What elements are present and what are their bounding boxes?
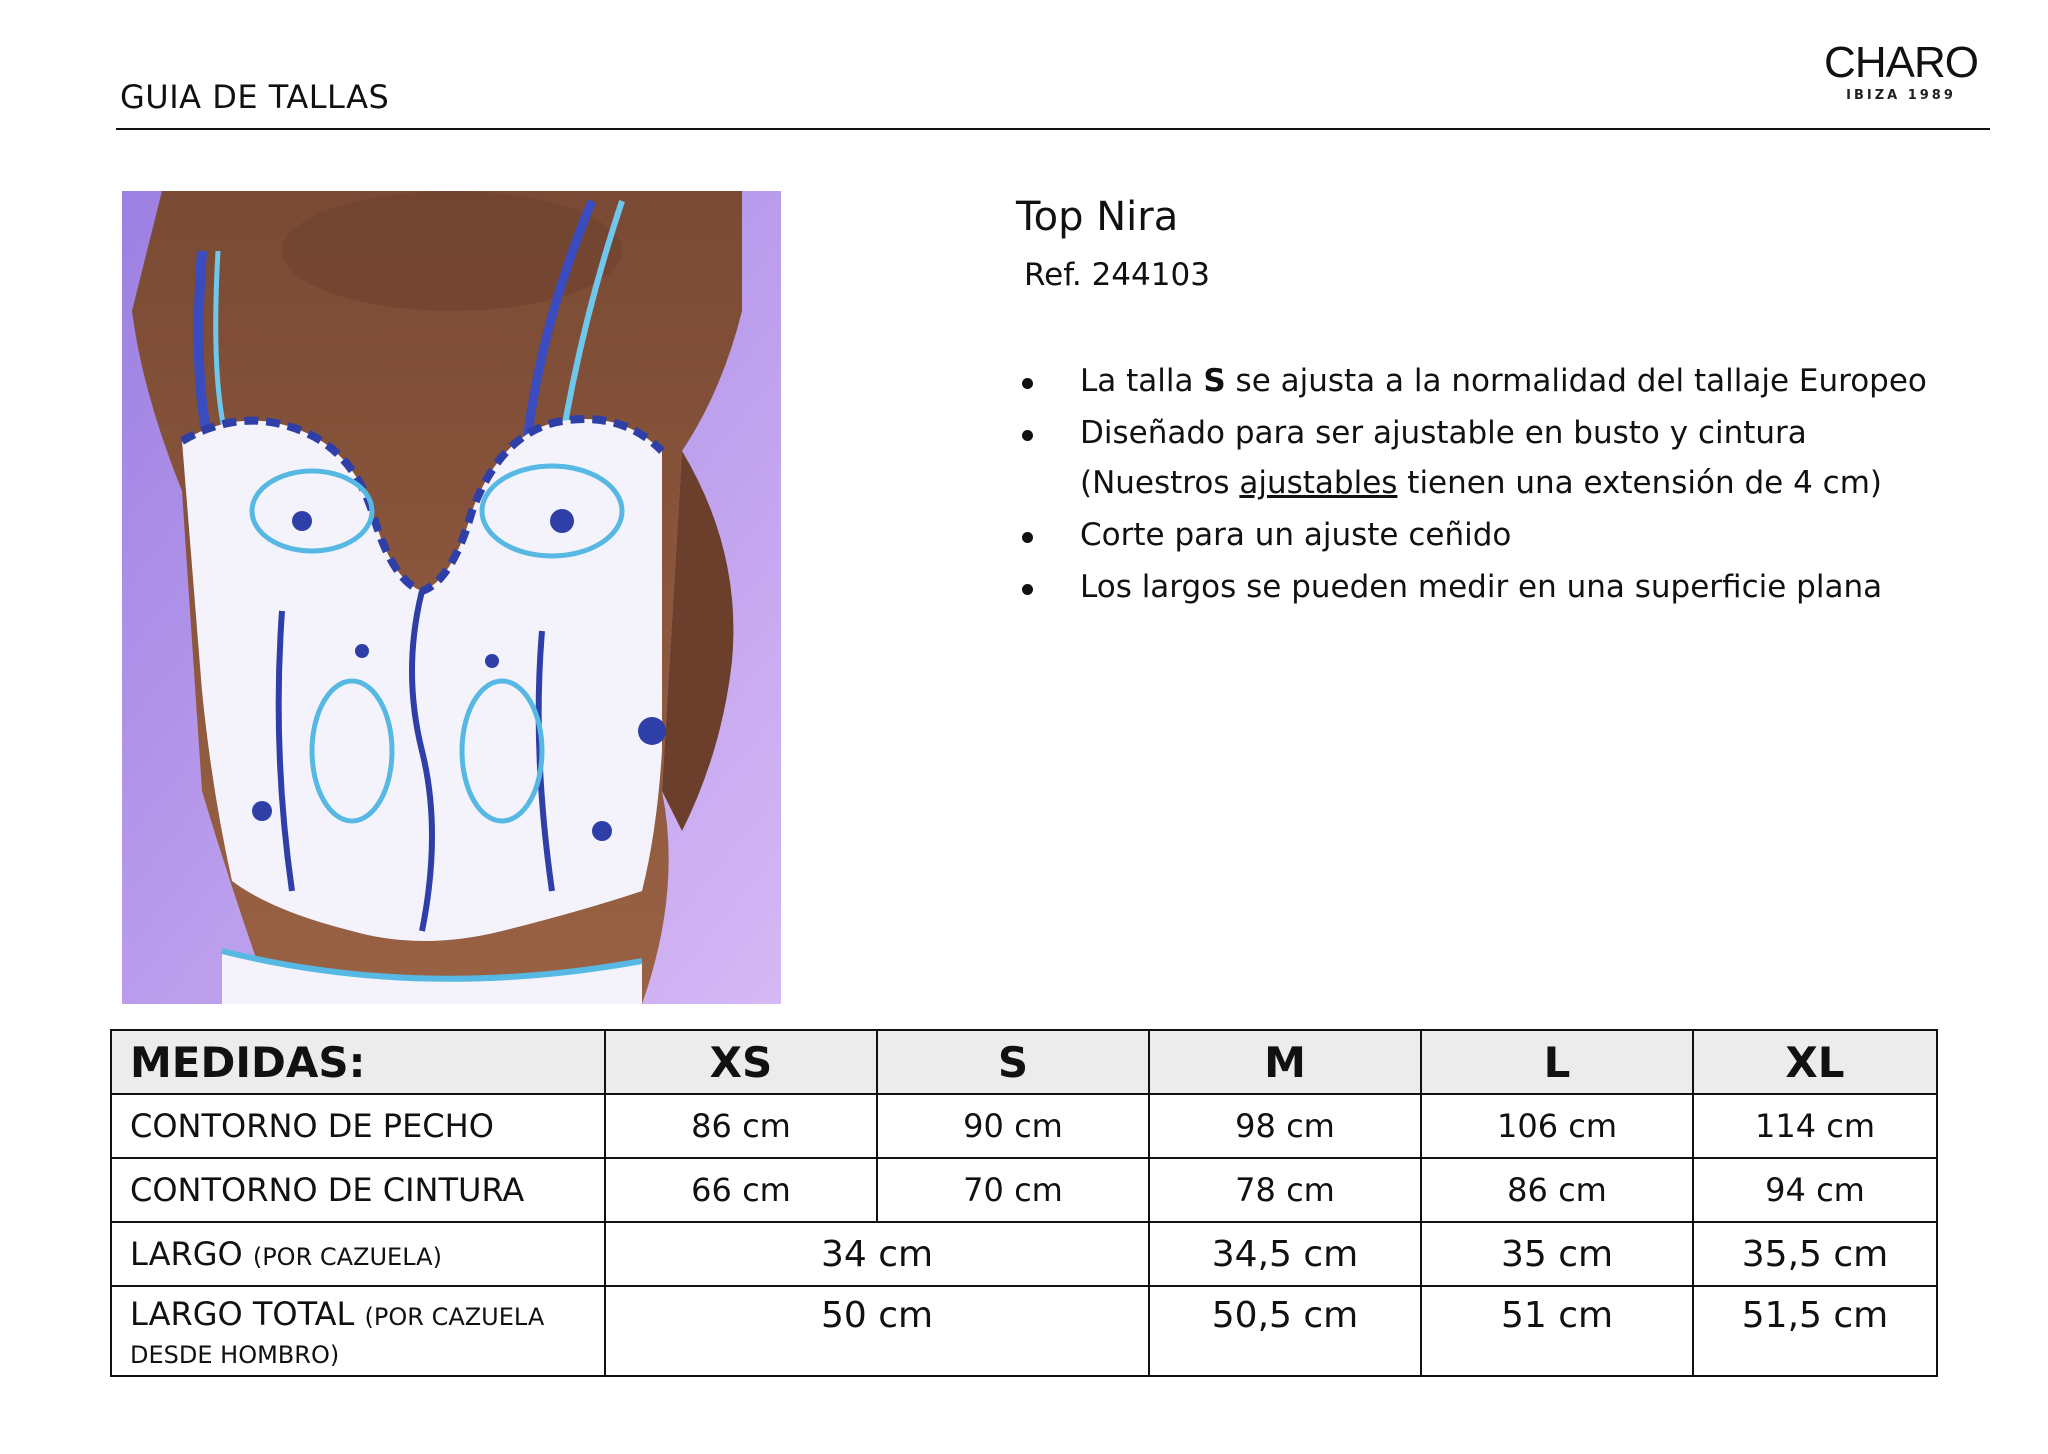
product-name: Top Nira (1016, 194, 1179, 240)
column-header-s: S (877, 1030, 1149, 1094)
table-cell: 90 cm (877, 1094, 1149, 1158)
row-label: LARGO (POR CAZUELA) (111, 1222, 605, 1286)
table-row (111, 1286, 1937, 1376)
table-cell: 94 cm (1693, 1158, 1937, 1222)
product-photo-illustration (122, 191, 781, 1004)
table-cell: 50 cm (605, 1286, 1149, 1376)
column-header-measures: MEDIDAS: (111, 1030, 605, 1094)
logo-tagline: IBIZA 1989 (1846, 88, 1956, 103)
row-label: CONTORNO DE CINTURA (111, 1158, 605, 1222)
product-reference: Ref. 244103 (1024, 257, 1210, 293)
feature-item: Corte para un ajuste ceñido (1016, 510, 1976, 560)
table-cell: 35 cm (1421, 1222, 1693, 1286)
table-cell: 114 cm (1693, 1094, 1937, 1158)
header-divider (116, 128, 1990, 130)
row-note: (POR CAZUELA) (252, 1243, 442, 1271)
size-chart-table (110, 1029, 1938, 1377)
table-cell: 70 cm (877, 1158, 1149, 1222)
logo-wordmark: CHARO (1824, 38, 1978, 87)
table-cell: 106 cm (1421, 1094, 1693, 1158)
table-cell: 51,5 cm (1693, 1286, 1937, 1376)
column-header-xl: XL (1693, 1030, 1937, 1094)
table-row (111, 1158, 1937, 1222)
page-title: GUIA DE TALLAS (120, 78, 390, 116)
table-cell: 86 cm (605, 1094, 877, 1158)
table-cell: 98 cm (1149, 1094, 1421, 1158)
column-header-m: M (1149, 1030, 1421, 1094)
feature-item: La talla S se ajusta a la normalidad del tallaje Europeo (1016, 356, 1976, 406)
product-photo (122, 191, 781, 1004)
table-cell: 51 cm (1421, 1286, 1693, 1376)
feature-list (1016, 356, 1976, 614)
table-cell: 34,5 cm (1149, 1222, 1421, 1286)
table-header-row (111, 1030, 1937, 1094)
table-cell: 50,5 cm (1149, 1286, 1421, 1376)
table-cell: 86 cm (1421, 1158, 1693, 1222)
table-cell: 66 cm (605, 1158, 877, 1222)
table-cell: 78 cm (1149, 1158, 1421, 1222)
row-label: CONTORNO DE PECHO (111, 1094, 605, 1158)
table-cell: 34 cm (605, 1222, 1149, 1286)
table-row (111, 1222, 1937, 1286)
row-label: LARGO TOTAL (POR CAZUELA DESDE HOMBRO) (111, 1286, 605, 1376)
table-cell: 35,5 cm (1693, 1222, 1937, 1286)
table-row (111, 1094, 1937, 1158)
feature-item: Los largos se pueden medir en una superficie plana (1016, 562, 1976, 612)
row-note: (POR CAZUELA DESDE HOMBRO) (130, 1303, 545, 1369)
column-header-xs: XS (605, 1030, 877, 1094)
brand-logo (1816, 40, 1986, 103)
feature-item: Diseñado para ser ajustable en busto y cintura (Nuestros ajustables tienen una extensión de 4 cm) (1016, 408, 1976, 508)
column-header-l: L (1421, 1030, 1693, 1094)
